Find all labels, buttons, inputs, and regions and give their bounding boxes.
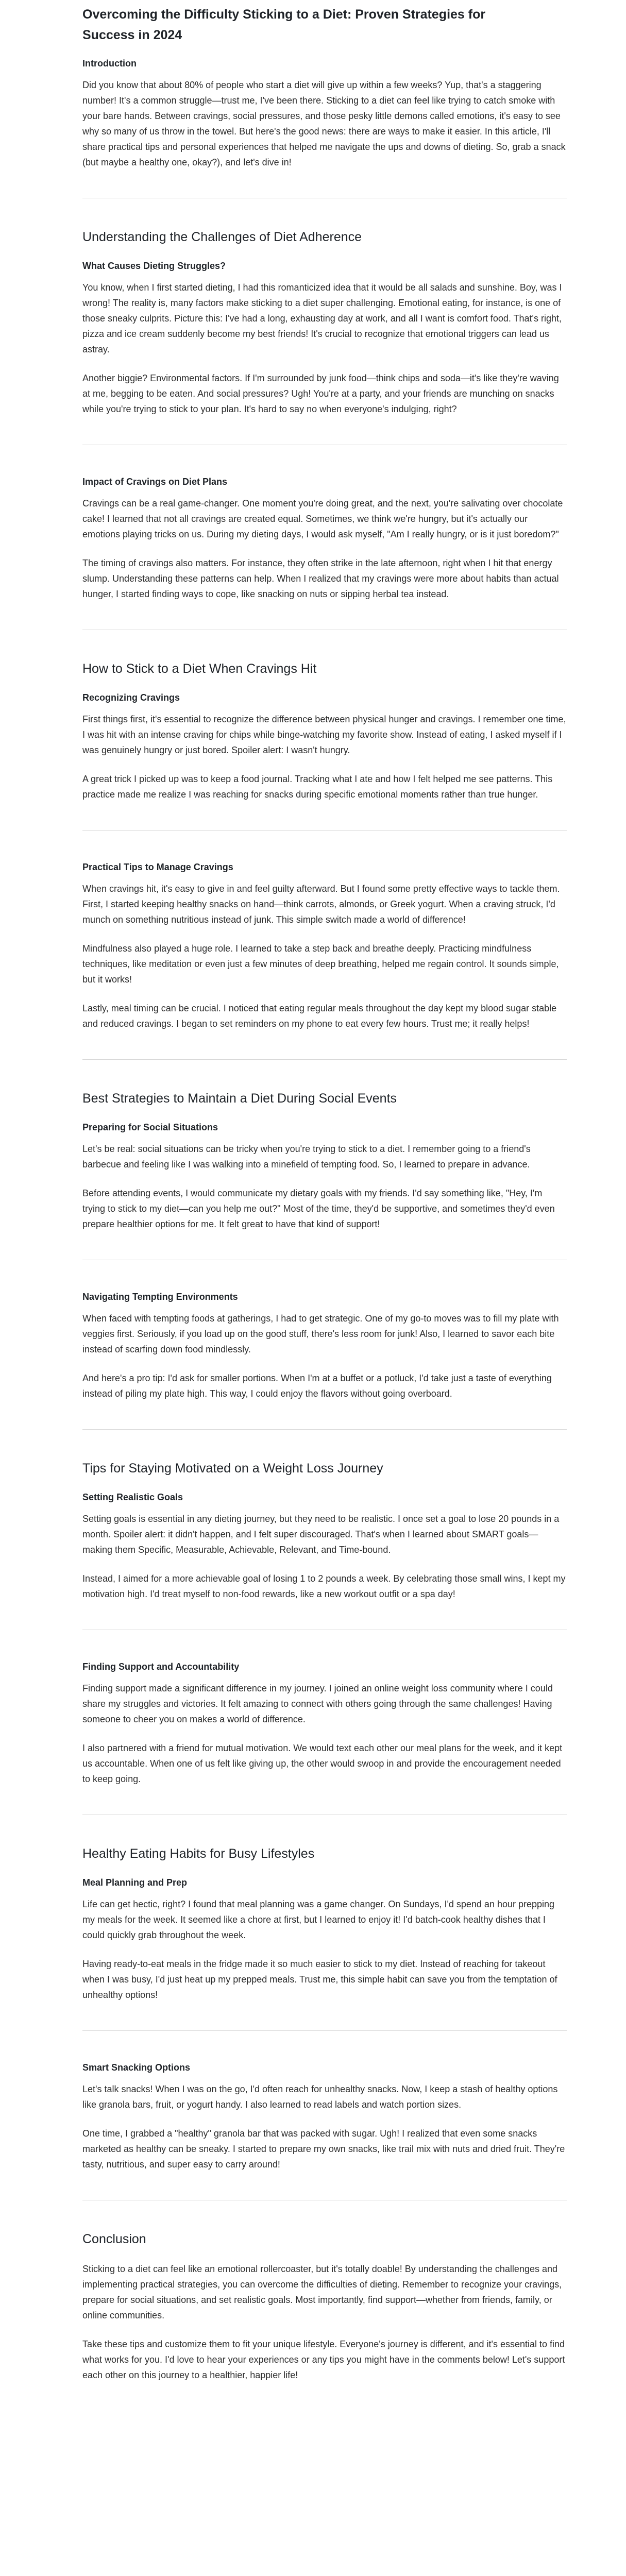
paragraph: Finding support made a significant difference in my journey. I joined an online weight loss community where I could share my struggles and victories. It felt amazing to connect with others going through the same challenges! Having someone to cheer you on makes a world of difference. [82, 1683, 553, 1724]
paragraph: And here's a pro tip: I'd ask for smaller portions. When I'm at a buffet or a potluck, I'd take just a taste of everything instead of piling my plate high. This way, I could enjoy the flavors without going overboard. [82, 1373, 552, 1399]
section-challenges [82, 228, 567, 602]
paragraph: I also partnered with a friend for mutual motivation. We would text each other our meal plans for the week, and it kept us accountable. When one of us felt like giving up, the other would swoop in and provide the encouragement needed to keep going. [82, 1743, 563, 1784]
section-divider [82, 1429, 567, 1430]
paragraph: When faced with tempting foods at gatherings, I had to get strategic. One of my go-to moves was to fill my plate with veggies first. Seriously, if you load up on the good stuff, there's less room for junk! Also, I learned to savor each bite instead of scarfing down food mindlessly. [82, 1313, 559, 1354]
subsection-heading: What Causes Dieting Struggles? [82, 261, 226, 271]
subsection-heading: Navigating Tempting Environments [82, 1292, 238, 1302]
subsection-heading: Practical Tips to Manage Cravings [82, 862, 233, 872]
paragraph: You know, when I first started dieting, I had this romanticized idea that it would be all salads and sunshine. Boy, was I wrong! The reality is, many factors make sticking to a diet super challenging. Emotional eating, for instance, is one of those sneaky culprits. Picture this: I've had a long, exhausting day at work, and all I want is comfort food. That's right, pizza and ice cream suddenly become my best friends! It's crucial to recognize that emotional triggers can lead us astray. [82, 282, 562, 354]
subsection-heading: Impact of Cravings on Diet Plans [82, 477, 228, 487]
paragraph: Life can get hectic, right? I found that meal planning was a game changer. On Sundays, I'd spend an hour prepping my meals for the week. It seemed like a chore at first, but I learned to enjoy it! I'd batch-cook healthy dishes that I could quickly grab throughout the week. [82, 1899, 555, 1940]
subsection-divider [82, 2030, 567, 2031]
subsection-heading: Recognizing Cravings [82, 692, 180, 703]
paragraph: Lastly, meal timing can be crucial. I noticed that eating regular meals throughout the day kept my blood sugar stable and reduced cravings. I began to set reminders on my phone to eat every few hours. Trust me; it really helps! [82, 1003, 557, 1029]
section-cravings [82, 660, 567, 1031]
intro-section [82, 57, 567, 170]
section-motivation [82, 1460, 567, 1787]
section-social-events [82, 1090, 567, 1401]
intro-heading: Introduction [82, 58, 137, 69]
subsection-heading: Preparing for Social Situations [82, 1122, 218, 1132]
paragraph: When cravings hit, it's easy to give in and feel guilty afterward. But I found some pretty effective ways to tackle them. First, I started keeping healthy snacks on hand—think carrots, almonds, or Greek yogurt. When a craving struck, I'd munch on something nutritious instead of junk. This simple switch made a world of difference! [82, 884, 560, 925]
article-title: Overcoming the Difficulty Sticking to a Diet: Proven Strategies for Success in 2024 [82, 7, 486, 42]
section-title: Healthy Eating Habits for Busy Lifestyles [82, 1846, 315, 1861]
section-healthy-habits [82, 1845, 567, 2172]
paragraph: Instead, I aimed for a more achievable goal of losing 1 to 2 pounds a week. By celebrating those small wins, I kept my motivation high. I'd treat myself to non-food rewards, like a new workout outfit or a spa day! [82, 1573, 566, 1599]
paragraph: Let's talk snacks! When I was on the go, I'd often reach for unhealthy snacks. Now, I keep a stash of healthy options like granola bars, fruit, or yogurt handy. I also learned to read labels and watch portion sizes. [82, 2084, 558, 2110]
section-title: Understanding the Challenges of Diet Adherence [82, 230, 362, 244]
subsection-heading: Smart Snacking Options [82, 2062, 191, 2073]
paragraph: Sticking to a diet can feel like an emotional rollercoaster, but it's totally doable! By understanding the challenges and implementing practical strategies, you can overcome the difficulties of dieting. Remember to recognize your cravings, prepare for social situations, and set realistic goals. Most importantly, find support—whether from friends, family, or online communities. [82, 2264, 562, 2320]
conclusion-title: Conclusion [82, 2232, 146, 2246]
paragraph: Mindfulness also played a huge role. I learned to take a step back and breathe deeply. Practicing mindfulness techniques, like meditation or even just a few minutes of deep breathing, helped me regain control. It sounds simple, but it works! [82, 943, 559, 985]
paragraph: Before attending events, I would communicate my dietary goals with my friends. I'd say something like, "Hey, I'm trying to stick to my diet—can you help me out?" Most of the time, they'd be supportive, and sometimes they'd even prepare healthier options for me. It felt great to have that kind of support! [82, 1188, 555, 1229]
section-title: How to Stick to a Diet When Cravings Hit [82, 662, 317, 676]
paragraph: The timing of cravings also matters. For instance, they often strike in the late afternoon, right when I hit that energy slump. Understanding these patterns can help. When I realized that my cravings were more about habits than actual hunger, I started finding ways to cope, like snacking on nuts or sipping herbal tea instead. [82, 558, 559, 599]
section-conclusion [82, 2230, 567, 2383]
paragraph: First things first, it's essential to recognize the difference between physical hunger and cravings. I remember one time, I was hit with an intense craving for chips while binge-watching my favorite show. Instead of eating, I asked myself if I was genuinely hungry or just bored. Spoiler alert: I wasn't hungry. [82, 714, 566, 755]
subsection-heading: Finding Support and Accountability [82, 1662, 240, 1672]
paragraph: Cravings can be a real game-changer. One moment you're doing great, and the next, you're salivating over chocolate cake! I learned that not all cravings are created equal. Sometimes, we think we're hungry, but it's actually our emotions playing tricks on us. During my dieting days, I would ask myself, "Am I really hungry, or is it just boredom?" [82, 498, 563, 539]
paragraph: Setting goals is essential in any dieting journey, but they need to be realistic. I once set a goal to lose 20 pounds in a month. Spoiler alert: it didn't happen, and I felt super discouraged. That's when I learned about SMART goals—making them Specific, Measurable, Achievable, Relevant, and Time-bound. [82, 1514, 560, 1555]
paragraph: One time, I grabbed a "healthy" granola bar that was packed with sugar. Ugh! I realized that even some snacks marketed as healthy can be sneaky. I started to prepare my own snacks, like trail mix with nuts and dried fruit. They're tasty, nutritious, and super easy to carry around! [82, 2128, 565, 2170]
paragraph: Another biggie? Environmental factors. If I'm surrounded by junk food—think chips and soda—it's like they're waving at me, begging to be eaten. And social pressures? Ugh! You're at a party, and your friends are munching on snacks while you're trying to stick to your plan. It's hard to say no when everyone's indulging, right? [82, 373, 559, 414]
intro-paragraph: Did you know that about 80% of people who start a diet will give up within a few weeks? Yup, that's a staggering number! It's a common struggle—trust me, I've been there. Sticking to a diet can feel like trying to catch smoke with your bare hands. Between cravings, social pressures, and those pesky little demons called emotions, it's easy to see why so many of us throw in the towel. But here's the good news: there are ways to make it easier. In this article, I'll share practical tips and personal experiences that helped me navigate the ups and downs of dieting. So, grab a snack (but maybe a healthy one, okay?), and let's dive in! [82, 80, 566, 167]
subsection-heading: Meal Planning and Prep [82, 1877, 188, 1888]
section-title: Tips for Staying Motivated on a Weight Loss Journey [82, 1461, 383, 1476]
section-divider [82, 1059, 567, 1060]
paragraph: Take these tips and customize them to fit your unique lifestyle. Everyone's journey is different, and it's essential to find what works for you. I'd love to hear your experiences or any tips you might have in the comments below! Let's support each other on this journey to a healthier, happier life! [82, 2339, 565, 2380]
paragraph: Let's be real: social situations can be tricky when you're trying to stick to a diet. I remember going to a friend's barbecue and feeling like I was walking into a minefield of tempting food. So, I learned to prepare in advance. [82, 1144, 531, 1170]
paragraph: Having ready-to-eat meals in the fridge made it so much easier to stick to my diet. Instead of reaching for takeout when I was busy, I'd just heat up my prepped meals. Trust me, this simple habit can save you from the temptation of unhealthy options! [82, 1959, 557, 2000]
section-title: Best Strategies to Maintain a Diet During Social Events [82, 1091, 397, 1106]
subsection-heading: Setting Realistic Goals [82, 1492, 183, 1502]
subsection-divider [82, 830, 567, 831]
article-content [82, 0, 567, 2383]
paragraph: A great trick I picked up was to keep a food journal. Tracking what I ate and how I felt helped me see patterns. This practice made me realize I was reaching for snacks during specific emotional moments rather than true hunger. [82, 774, 553, 800]
